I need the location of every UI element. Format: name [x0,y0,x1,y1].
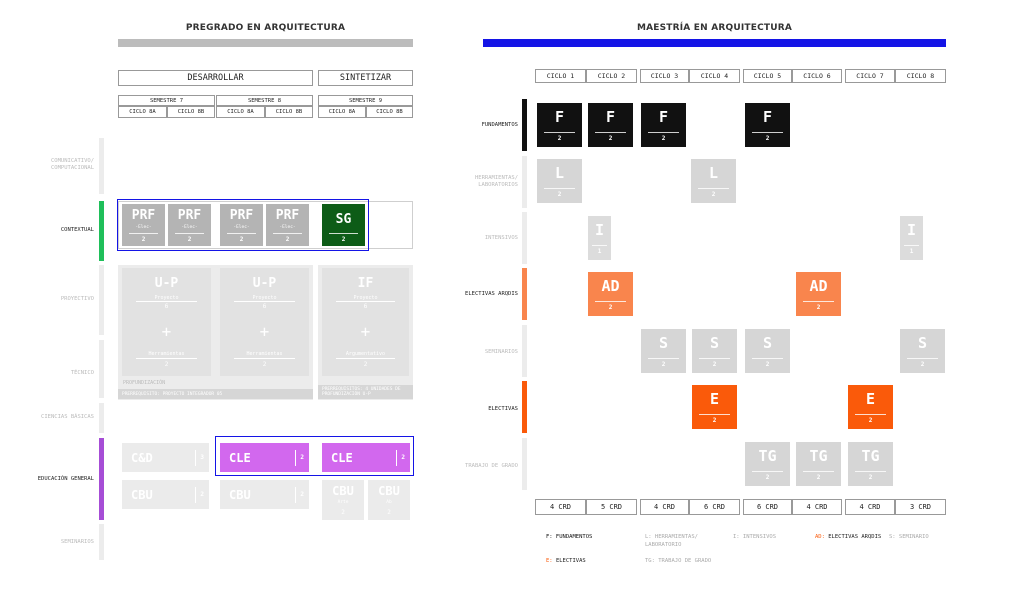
semestre-9: SEMESTRE 9 [318,95,413,106]
row-bar-electivas-arqdis [522,268,527,320]
tile-sub: Herramientas [148,351,185,357]
cbu-course[interactable] [368,480,410,520]
row-bar-fundamentos [522,99,527,151]
legend-intensivos: I: INTENSIVOS [733,534,777,540]
tile-rule [752,471,783,472]
tile-number: 2 [164,361,169,368]
tile-rule [699,358,730,359]
course-label: C&D [131,450,153,465]
tile-number: 2 [816,304,821,311]
course-credits: 2 [200,491,204,498]
prerrequisito-note: PRERREQUISITO: PROYECTO INTEGRADOR 05 [118,389,313,399]
legend-trabajo: TG: TRABAJO DE GRADO [645,558,712,564]
tile-number: 2 [187,236,192,243]
row-label-comunicativo: COMUNICATIVO/ COMPUTACIONAL [50,158,94,171]
row-bar [522,212,527,264]
tile-number: 6 [363,303,368,310]
tile-rule [855,471,886,472]
row-label-trabajo: TRABAJO DE GRADO [465,462,518,469]
divider [396,450,397,466]
tile-number: 6 [164,303,169,310]
legend-electivas [546,557,626,565]
tile-letter: U-P [154,276,179,291]
cle-course[interactable] [322,443,410,472]
row-label-proyectivo: PROYECTIVO [60,295,94,302]
tile-letter: U-P [252,276,277,291]
row-bar [99,340,104,398]
tile-rule [803,471,834,472]
tile-letter: S [917,334,928,352]
cd-course[interactable] [122,443,209,472]
row-bar-electivas [522,381,527,433]
tile-rule [592,245,607,246]
tile-letter: L [708,164,719,182]
tile-number: 2 [868,417,873,424]
tile-number: 2 [712,417,717,424]
tile-letter: AD [601,277,620,295]
tile-rule [544,188,575,189]
s-tile[interactable] [900,329,945,373]
course-label: CBU [378,484,400,498]
ciclo-8b: CICLO 8B [265,106,313,118]
maestria-title-bar [483,39,946,47]
tile-rule [698,188,729,189]
tile-rule [129,233,158,234]
f-tile[interactable] [745,103,790,147]
cbu-course[interactable] [122,480,209,509]
cycle-header: CICLO 4 [689,69,740,83]
tile-letter: PRF [177,208,202,223]
pregrado-title: PREGRADO EN ARQUITECTURA [185,23,346,33]
credits-cell: 4 CRD [535,499,586,515]
pregrado-title-bar [118,39,413,47]
tile-number: 2 [712,361,717,368]
tile-rule [336,358,395,359]
tile-rule [273,233,302,234]
legend-text: ELECTIVAS ARQDIS [828,534,882,540]
sg-tile[interactable] [322,204,365,246]
row-label-tecnico: TÉCNICO [70,369,94,376]
row-label-seminario: SEMINARIOS [60,538,94,545]
tile-rule [336,301,395,302]
tile-number: 2 [557,191,562,198]
f-tile[interactable] [588,103,633,147]
s-tile[interactable] [692,329,737,373]
cycle-header: CICLO 8 [895,69,946,83]
credits-cell: 3 CRD [895,499,946,515]
tile-rule [907,358,938,359]
row-bar [99,524,104,560]
tile-letter: F [762,108,773,126]
tile-number: 2 [363,361,368,368]
ciclo-8a: CICLO 8A [118,106,167,118]
credits-cell: 5 CRD [586,499,637,515]
row-bar [99,138,104,194]
profundizacion-label: PROFUNDIZACIÓN [123,380,166,386]
row-label-herramientas: HERRAMIENTAS/ LABORATORIOS [474,175,518,188]
tile-letter: TG [758,447,777,465]
tile-rule [648,358,679,359]
course-credits: 2 [300,454,304,461]
l-tile[interactable] [537,159,582,203]
course-label: CLE [331,450,353,465]
tile-number: 2 [608,304,613,311]
prf-elective-tile[interactable] [122,204,165,246]
ciclo-8b: CICLO 8B [167,106,215,118]
tile-rule [329,233,358,234]
legend-arqdis [815,533,885,541]
course-label: CBU [229,487,251,502]
tile-rule [234,358,295,359]
course-credits: 2 [341,509,345,516]
prf-elective-tile[interactable] [266,204,309,246]
credits-cell: 4 CRD [845,499,895,515]
ad-tile[interactable] [796,272,841,316]
tile-number: 2 [285,236,290,243]
divider [195,487,196,503]
f-tile[interactable] [641,103,686,147]
tile-rule [595,301,626,302]
tile-rule [803,301,834,302]
row-label-electivas: ELECTIVAS [488,405,518,412]
tile-number: 2 [711,191,716,198]
tile-number: 2 [262,361,267,368]
cycle-header: CICLO 6 [792,69,842,83]
cycle-header: CICLO 7 [845,69,895,83]
plus-icon: + [259,322,270,341]
row-bar [522,156,527,208]
l-tile[interactable] [691,159,736,203]
course-credits: 2 [300,491,304,498]
course-credits: 2 [401,454,405,461]
tile-letter: I [594,221,605,239]
tile-letter: F [554,108,565,126]
course-sub: Arte [337,500,349,505]
tile-rule [752,132,783,133]
course-sub: Ab [386,500,392,505]
tile-rule [752,358,783,359]
i-tile[interactable] [900,216,923,260]
f-tile[interactable] [537,103,582,147]
course-label: CLE [229,450,251,465]
legend-key: AD: [815,534,825,540]
tile-number: 2 [141,236,146,243]
row-bar [522,325,527,377]
tile-letter: IF [357,276,374,291]
tile-letter: L [554,164,565,182]
course-credits: 2 [387,509,391,516]
legend-fundamentos: F: FUNDAMENTOS [546,534,593,540]
ciclo-8a: CICLO 8A [216,106,265,118]
tile-sub: Herramientas [246,351,283,357]
tile-number: 1 [909,248,914,255]
s-tile[interactable] [745,329,790,373]
semestre-7: SEMESTRE 7 [118,95,215,106]
tile-sub: Proyecto [154,295,179,301]
tile-number: 2 [765,474,770,481]
legend-key: E: [546,558,553,564]
tile-number: 2 [868,474,873,481]
prerrequisito-note: PRERREQUISITOS: 4 UNIDADES DE PROFUNDIZACIÓN U-P [318,385,413,399]
tile-rule [136,358,197,359]
ciclo-8b: CICLO 8B [366,106,413,118]
cycle-header: CICLO 2 [586,69,637,83]
tile-rule [595,132,626,133]
s-tile[interactable] [641,329,686,373]
tile-letter: E [709,390,720,408]
tile-letter: S [709,334,720,352]
tile-rule [136,301,197,302]
tg-tile[interactable] [848,442,893,486]
tile-letter: I [906,221,917,239]
credits-cell: 6 CRD [689,499,740,515]
tile-sub: Argumentativo [345,351,386,357]
tg-tile[interactable] [745,442,790,486]
plus-icon: + [360,322,371,341]
tile-rule [855,414,886,415]
maestria-title: MAESTRÍA EN ARQUITECTURA [636,23,793,33]
i-tile[interactable] [588,216,611,260]
tile-sub: -Elec- [181,225,198,230]
ad-tile[interactable] [588,272,633,316]
tile-sub: -Elec- [279,225,296,230]
cycle-header: CICLO 1 [535,69,586,83]
tile-number: 2 [661,135,666,142]
cycle-header: CICLO 3 [640,69,689,83]
tile-letter: F [658,108,669,126]
tile-number: 2 [239,236,244,243]
prf-elective-tile[interactable] [220,204,263,246]
tile-rule [175,233,204,234]
divider [195,450,196,466]
row-label-intensivos: INTENSIVOS [484,234,518,241]
stage-sintetizar: SINTETIZAR [318,70,413,86]
tile-number: 1 [597,248,602,255]
tile-number: 2 [765,361,770,368]
row-bar [99,265,104,335]
row-label-contextual: CONTEXTUAL [60,226,94,233]
tile-number: 2 [765,135,770,142]
stage-desarrollar: DESARROLLAR [118,70,313,86]
tile-letter: TG [809,447,828,465]
tile-letter: S [762,334,773,352]
tg-tile[interactable] [796,442,841,486]
tile-letter: S [658,334,669,352]
course-credits: 3 [200,454,204,461]
plus-icon: + [161,322,172,341]
tile-sub: Proyecto [353,295,378,301]
tile-number: 6 [262,303,267,310]
up-tile[interactable] [122,268,211,376]
tile-rule [904,245,919,246]
cycle-header: CICLO 5 [743,69,792,83]
tile-number: 2 [557,135,562,142]
course-label: CBU [332,484,354,498]
tile-number: 2 [920,361,925,368]
row-label-fundamentos: FUNDAMENTOS [481,121,518,128]
tile-letter: AD [809,277,828,295]
e-tile[interactable] [692,385,737,429]
cbu-course[interactable] [322,480,364,520]
row-bar [522,438,527,490]
row-label-educacion: EDUCACIÓN GENERAL [37,475,94,482]
divider [295,487,296,503]
tile-sub: Proyecto [252,295,277,301]
semestre-8: SEMESTRE 8 [216,95,313,106]
tile-letter: F [605,108,616,126]
credits-cell: 6 CRD [743,499,792,515]
row-bar-contextual [99,201,104,261]
cle-course[interactable] [220,443,309,472]
tile-rule [227,233,256,234]
row-label-seminarios: SEMINARIOS [484,348,518,355]
tile-rule [699,414,730,415]
tile-number: 2 [661,361,666,368]
cbu-course[interactable] [220,480,309,509]
tile-number: 2 [341,236,346,243]
ciclo-8a: CICLO 8A [318,106,366,118]
tile-letter: SG [335,212,352,227]
tile-number: 2 [816,474,821,481]
row-bar [99,403,104,433]
tile-letter: E [865,390,876,408]
legend-herramientas: L: HERRAMIENTAS/ LABORATORIO [645,534,698,548]
legend-text: ELECTIVAS [555,558,586,564]
divider [295,450,296,466]
tile-rule [544,132,575,133]
tile-letter: PRF [229,208,254,223]
tile-letter: TG [861,447,880,465]
up-tile[interactable] [220,268,309,376]
prf-elective-tile[interactable] [168,204,211,246]
tile-letter: PRF [275,208,300,223]
tile-sub: -Elec- [233,225,250,230]
tile-rule [234,301,295,302]
tile-letter: PRF [131,208,156,223]
if-tile[interactable] [322,268,409,376]
credits-cell: 4 CRD [640,499,689,515]
legend-seminario: S: SEMINARIO [889,534,929,540]
e-tile[interactable] [848,385,893,429]
tile-number: 2 [608,135,613,142]
row-bar-educacion [99,438,104,520]
credits-cell: 4 CRD [792,499,842,515]
row-label-electivas-arqdis: ELECTIVAS ARQDIS [465,290,518,297]
tile-sub: -Elec- [135,225,152,230]
course-label: CBU [131,487,153,502]
tile-rule [648,132,679,133]
row-label-ciencias: CIENCIAS BÁSICAS [41,413,94,420]
